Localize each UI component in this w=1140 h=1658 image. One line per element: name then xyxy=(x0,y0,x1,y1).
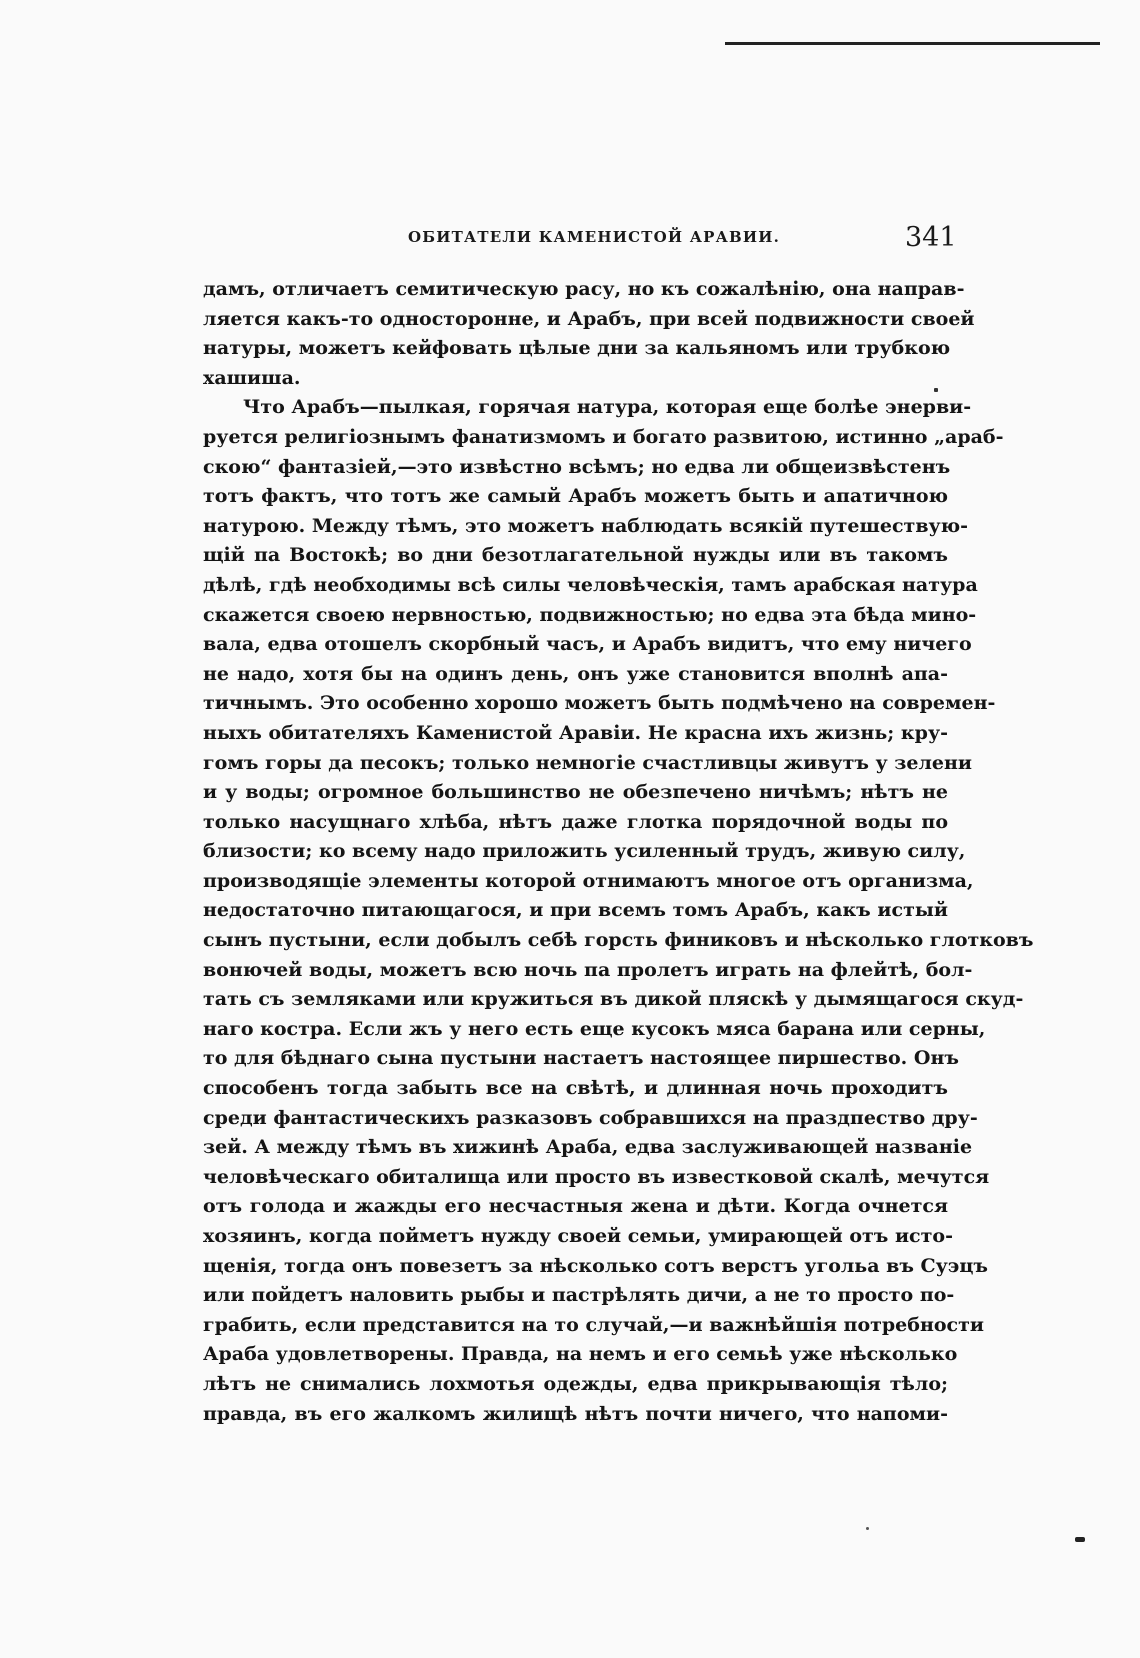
text-line: недостаточно питающагося, и при всемъ томъ Арабъ, какъ истый xyxy=(203,899,948,922)
text-line: среди фантастическихъ разказовъ собравшихся на праздпество дру- xyxy=(203,1106,978,1129)
text-line: способенъ тогда забыть все на свѣтѣ, и длинная ночь проходитъ xyxy=(203,1077,948,1100)
text-line: скажется своею нервностью, подвижностью; но едва эта бѣда мино- xyxy=(203,603,977,626)
text-line: щенія, тогда онъ повезетъ за нѣсколько сотъ верстъ угольа въ Суэцъ xyxy=(203,1254,988,1277)
text-line: или пойдетъ наловить рыбы и пастрѣлять дичи, а не то просто по- xyxy=(203,1284,955,1307)
ink-speck xyxy=(1075,1537,1085,1542)
text-line: близости; ко всему надо приложить усиленный трудъ, живую силу, xyxy=(203,840,966,863)
text-line: ныхъ обитателяхъ Каменистой Аравіи. Не красна ихъ жизнь; кру- xyxy=(203,721,948,744)
text-line: отъ голода и жажды его несчастныя жена и дѣти. Когда очнется xyxy=(203,1195,948,1218)
text-line: человѣческаго обиталища или просто въ известковой скалѣ, мечутся xyxy=(203,1165,990,1188)
text-line: не надо, хотя бы на одинъ день, онъ уже становится вполнѣ апа- xyxy=(203,662,948,685)
body-text xyxy=(203,275,1034,1429)
page-number: 341 xyxy=(905,222,957,253)
paragraph-start-line: Что Арабъ—пылкая, горячая натура, которая еще болѣе энерви- xyxy=(243,396,972,419)
text-line: вонючей воды, можетъ всю ночь па пролетъ играть на флейтѣ, бол- xyxy=(203,958,973,981)
text-line: только насущнаго хлѣба, нѣтъ даже глотка порядочной воды по xyxy=(203,810,948,833)
text-line: и у воды; огромное большинство не обезпечено ничѣмъ; нѣтъ не xyxy=(203,781,948,804)
ink-speck xyxy=(934,388,938,392)
running-head: ОБИТАТЕЛИ КАМЕНИСТОЙ АРАВИИ. xyxy=(408,228,781,246)
ink-speck xyxy=(866,1527,869,1530)
text-line: гомъ горы да песокъ; только немногіе счастливцы живутъ у зелени xyxy=(203,751,973,774)
text-line: лѣтъ не снимались лохмотья одежды, едва прикрывающія тѣло; xyxy=(203,1372,948,1395)
text-line: тичнымъ. Это особенно хорошо можетъ быть подмѣчено на современ- xyxy=(203,692,996,715)
text-line: скою“ фантазіей,—это извѣстно всѣмъ; но едва ли общеизвѣстенъ xyxy=(203,455,951,478)
text-line: дамъ, отличаетъ семитическую расу, но къ сожалѣнію, она направ- xyxy=(203,278,965,300)
text-line: Араба удовлетворены. Правда, на немъ и его семьѣ уже нѣсколько xyxy=(203,1343,958,1366)
text-line: зей. А между тѣмъ въ хижинѣ Араба, едва заслуживающей названіе xyxy=(203,1136,973,1159)
text-line: натуры, можетъ кейфовать цѣлые дни за кальяномъ или трубкою xyxy=(203,337,951,360)
text-line: наго костра. Если жъ у него есть еще кусокъ мяса барана или серны, xyxy=(203,1017,986,1040)
text-line: производящіе элементы которой отнимаютъ многое отъ организма, xyxy=(203,869,974,892)
text-line: грабить, если представится на то случай,—и важнѣйшія потребности xyxy=(203,1313,984,1336)
text-line: тотъ фактъ, что тотъ же самый Арабъ можетъ быть и апатичною xyxy=(203,485,948,508)
text-line: вала, едва отошелъ скорбный часъ, и Арабъ видитъ, что ему ничего xyxy=(203,633,972,656)
top-rule xyxy=(725,42,1100,45)
text-line: дѣлѣ, гдѣ необходимы всѣ силы человѣческія, тамъ арабская натура xyxy=(203,573,978,596)
text-line: тать съ земляками или кружиться въ дикой пляскѣ у дымящагося скуд- xyxy=(203,988,1024,1011)
text-line: хозяинъ, когда пойметъ нужду своей семьи, умирающей отъ исто- xyxy=(203,1225,953,1247)
text-line: хашиша. xyxy=(203,366,301,389)
text-line: ляется какъ-то односторонне, и Арабъ, при всей подвижности своей xyxy=(203,307,975,330)
text-line: щій па Востокѣ; во дни безотлагательной нужды или въ такомъ xyxy=(203,544,948,567)
text-line: натурою. Между тѣмъ, это можетъ наблюдать всякій путешествую- xyxy=(203,514,969,537)
text-line: руется религіознымъ фанатизмомъ и богато развитою, истинно „араб- xyxy=(203,425,1004,448)
text-line: то для бѣднаго сына пустыни настаетъ настоящее пиршество. Онъ xyxy=(203,1047,959,1070)
text-line: правда, въ его жалкомъ жилищѣ нѣтъ почти ничего, что напоми- xyxy=(203,1402,948,1425)
text-line: сынъ пустыни, если добылъ себѣ горсть финиковъ и нѣсколько глотковъ xyxy=(203,929,1034,952)
